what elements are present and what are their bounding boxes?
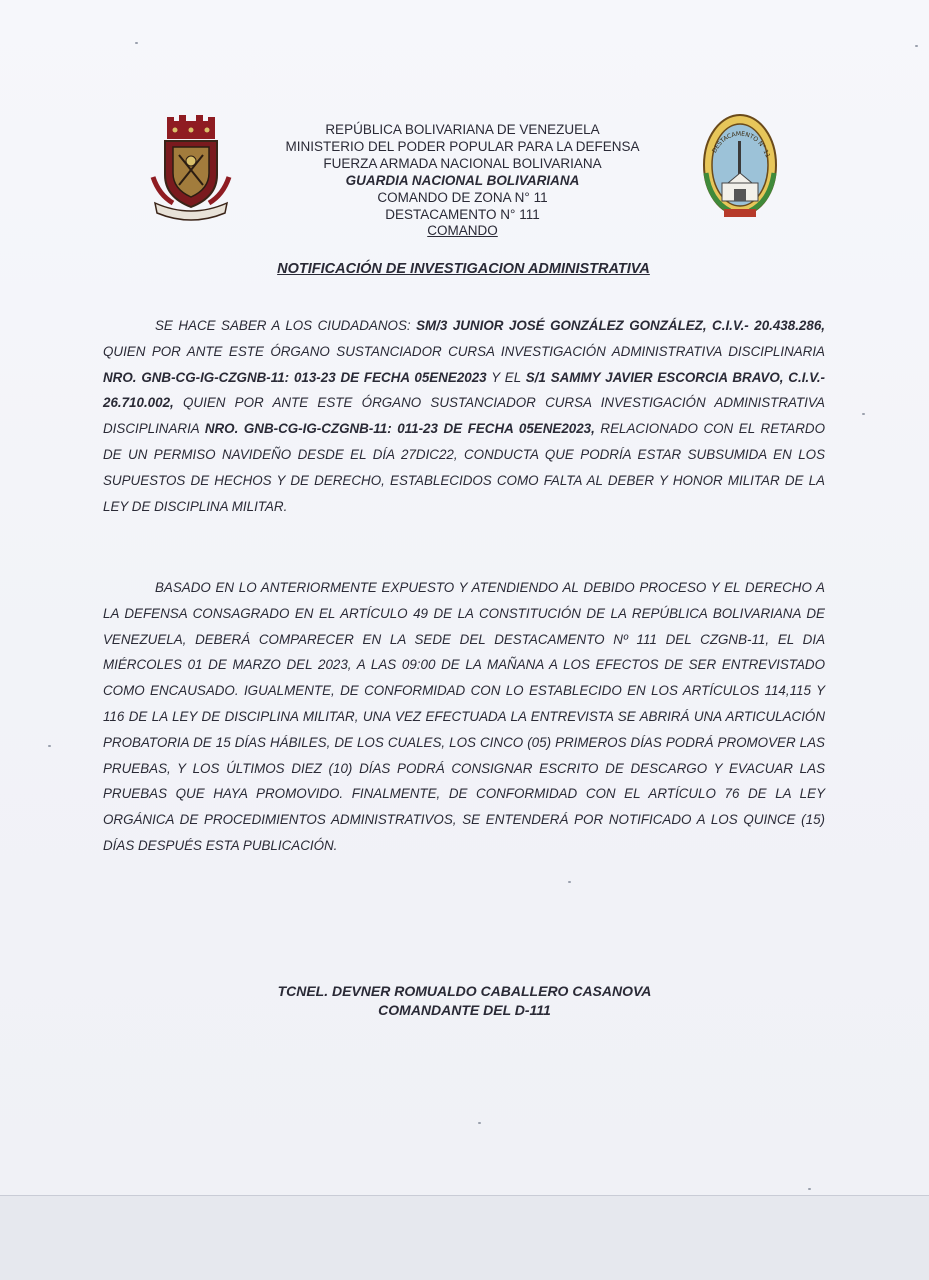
guardia-nacional-crest-icon <box>145 115 237 223</box>
p1-text-5: RELACIONADO CON EL RETARDO DE UN PERMISO NAVIDEÑO DESDE EL DÍA 27DIC22, CONDUCTA QUE PODRÍA ESTAR SUBSUMIDA EN LOS SUPUESTOS DE HECHOS Y DE DERECHO, ESTABLECIDOS COMO FALTA AL DEBER Y HONOR MILITAR DE LA LEY DE DISCIPLINA MILITAR. <box>103 421 825 514</box>
signature-block <box>200 982 729 1020</box>
scan-background <box>0 1196 929 1280</box>
scan-speck <box>135 42 138 44</box>
p1-case-number-2: NRO. GNB-CG-IG-CZGNB-11: 011-23 DE FECHA 05ENE2023, <box>204 421 595 437</box>
header-ministry: MINISTERIO DEL PODER POPULAR PARA LA DEFENSA <box>285 138 640 154</box>
destacamento-seal-icon <box>700 113 780 221</box>
p1-person-2: S/1 SAMMY JAVIER ESCORCIA BRAVO, C.I.V.- 26.710.002, <box>103 369 826 411</box>
p1-text-1: SE HACE SABER A LOS CIUDADANOS: <box>155 318 417 333</box>
header-guard: GUARDIA NACIONAL BOLIVARIANA <box>345 172 580 188</box>
p1-text-4: QUIEN POR ANTE ESTE ÓRGANO SUSTANCIADOR CURSA INVESTIGACIÓN ADMINISTRATIVA DISCIPLINARIA <box>103 395 825 437</box>
header-detachment: DESTACAMENTO N° 111 <box>385 206 540 222</box>
document-title: NOTIFICACIÓN DE INVESTIGACION ADMINISTRATIVA <box>277 261 650 277</box>
notice-paragraph-2: BASADO EN LO ANTERIORMENTE EXPUESTO Y ATENDIENDO AL DEBIDO PROCESO Y EL DERECHO A LA DEFENSA CONSAGRADO EN EL ARTÍCULO 49 DE LA CONSTITUCIÓN DE LA REPÚBLICA BOLIVARIANA DE VENEZUELA, DEBERÁ COMPARECER EN LA SEDE DEL DESTACAMENTO Nº 111 DEL CZGNB-11, EL DIA MIÉRCOLES 01 DE MARZO DEL 2023, A LAS 09:00 DE LA MAÑANA A LOS EFECTOS DE SER ENTREVISTADO COMO ENCAUSADO. IGUALMENTE, DE CONFORMIDAD CON LO ESTABLECIDO EN LOS ARTÍCULOS 114,115 Y 116 DE LA LEY DE DISCIPLINA MILITAR, UNA VEZ EFECTUADA LA ENTREVISTA SE ABRIRÁ UNA ARTICULACIÓN PROBATORIA DE 15 DÍAS HÁBILES, DE LOS CUALES, LOS CINCO (05) PRIMEROS DÍAS PODRÁ PROMOVER LAS PRUEBAS, Y LOS ÚLTIMOS DIEZ (10) DÍAS PODRÁ CONSIGNAR ESCRITO DE DESCARGO Y EVACUAR LAS PRUEBAS QUE HAYA PROMOVIDO. FINALMENTE, DE CONFORMIDAD CON EL ARTÍCULO 76 DE LA LEY ORGÁNICA DE PROCEDIMIENTOS ADMINISTRATIVOS, SE ENTENDERÁ POR NOTIFICADO A LOS QUINCE (15) DÍAS DESPUÉS ESTA PUBLICACIÓN. <box>103 580 825 853</box>
scan-speck <box>862 413 865 415</box>
scan-speck <box>915 45 918 47</box>
scan-speck <box>808 1188 811 1190</box>
signatory-name: TCNEL. DEVNER ROMUALDO CABALLERO CASANOVA <box>277 983 652 999</box>
header-zone: COMANDO DE ZONA N° 11 <box>377 189 548 205</box>
header-armed-force: FUERZA ARMADA NACIONAL BOLIVARIANA <box>323 155 602 171</box>
scan-speck <box>568 881 571 883</box>
p1-person-1: SM/3 JUNIOR JOSÉ GONZÁLEZ GONZÁLEZ, C.I.V.- 20.438.286, <box>416 318 825 333</box>
p1-text-2: QUIEN POR ANTE ESTE ÓRGANO SUSTANCIADOR CURSA INVESTIGACIÓN ADMINISTRATIVA DISCIPLINARIA <box>103 343 825 359</box>
scan-speck <box>48 745 51 747</box>
letterhead <box>230 122 695 240</box>
notice-paragraph-1 <box>103 313 825 519</box>
header-country: REPÚBLICA BOLIVARIANA DE VENEZUELA <box>325 122 600 137</box>
p1-case-number-1: NRO. GNB-CG-IG-CZGNB-11: 013-23 DE FECHA 05ENE2023 <box>103 369 487 385</box>
p1-text-3: Y EL <box>486 369 526 385</box>
scan-speck <box>478 1122 481 1124</box>
signatory-role: COMANDANTE DEL D-111 <box>378 1002 551 1018</box>
seal-text: DESTACAMENTO N° 11 <box>710 130 772 159</box>
header-command: COMANDO <box>427 223 498 239</box>
